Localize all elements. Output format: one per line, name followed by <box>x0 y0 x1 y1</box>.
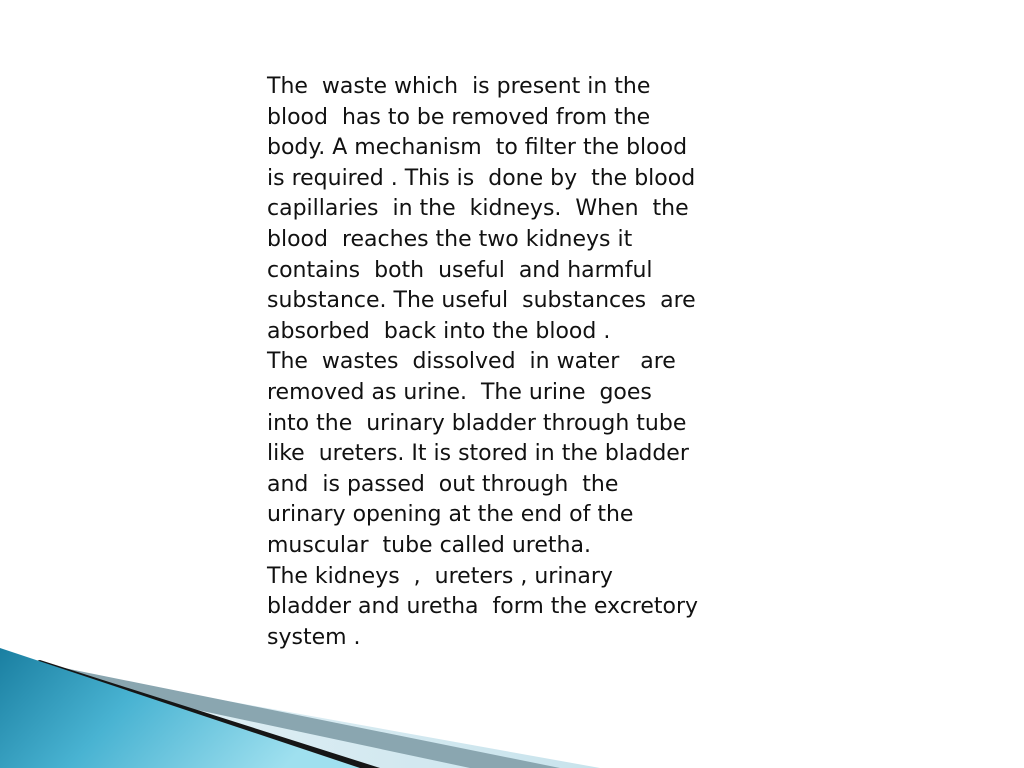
body-line: substance. The useful substances are <box>267 288 696 314</box>
body-line: The kidneys , ureters , urinary <box>267 563 613 589</box>
body-line: into the urinary bladder through tube <box>267 410 687 436</box>
body-line: muscular tube called uretha. <box>267 532 591 558</box>
body-line: urinary opening at the end of the <box>267 502 634 528</box>
body-line: is required . This is done by the blood <box>267 165 696 191</box>
decor-teal-wedge <box>0 648 360 768</box>
body-line: and is passed out through the <box>267 471 619 497</box>
body-line: The waste which is present in the <box>267 74 651 99</box>
body-line: blood reaches the two kidneys it <box>267 226 633 252</box>
body-line: removed as urine. The urine goes <box>267 379 652 405</box>
body-line: blood has to be removed from the <box>267 104 651 130</box>
body-line: contains both useful and harmful <box>267 257 653 283</box>
slide-body-text <box>267 72 787 653</box>
body-line: body. A mechanism to filter the blood <box>267 135 688 161</box>
body-line: bladder and uretha form the excretory <box>267 594 699 620</box>
body-line: absorbed back into the blood . <box>267 318 611 344</box>
body-line: like ureters. It is stored in the bladder <box>267 441 689 467</box>
body-line: system . <box>267 624 361 650</box>
body-line: capillaries in the kidneys. When the <box>267 196 689 222</box>
body-line: The wastes dissolved in water are <box>267 349 676 375</box>
